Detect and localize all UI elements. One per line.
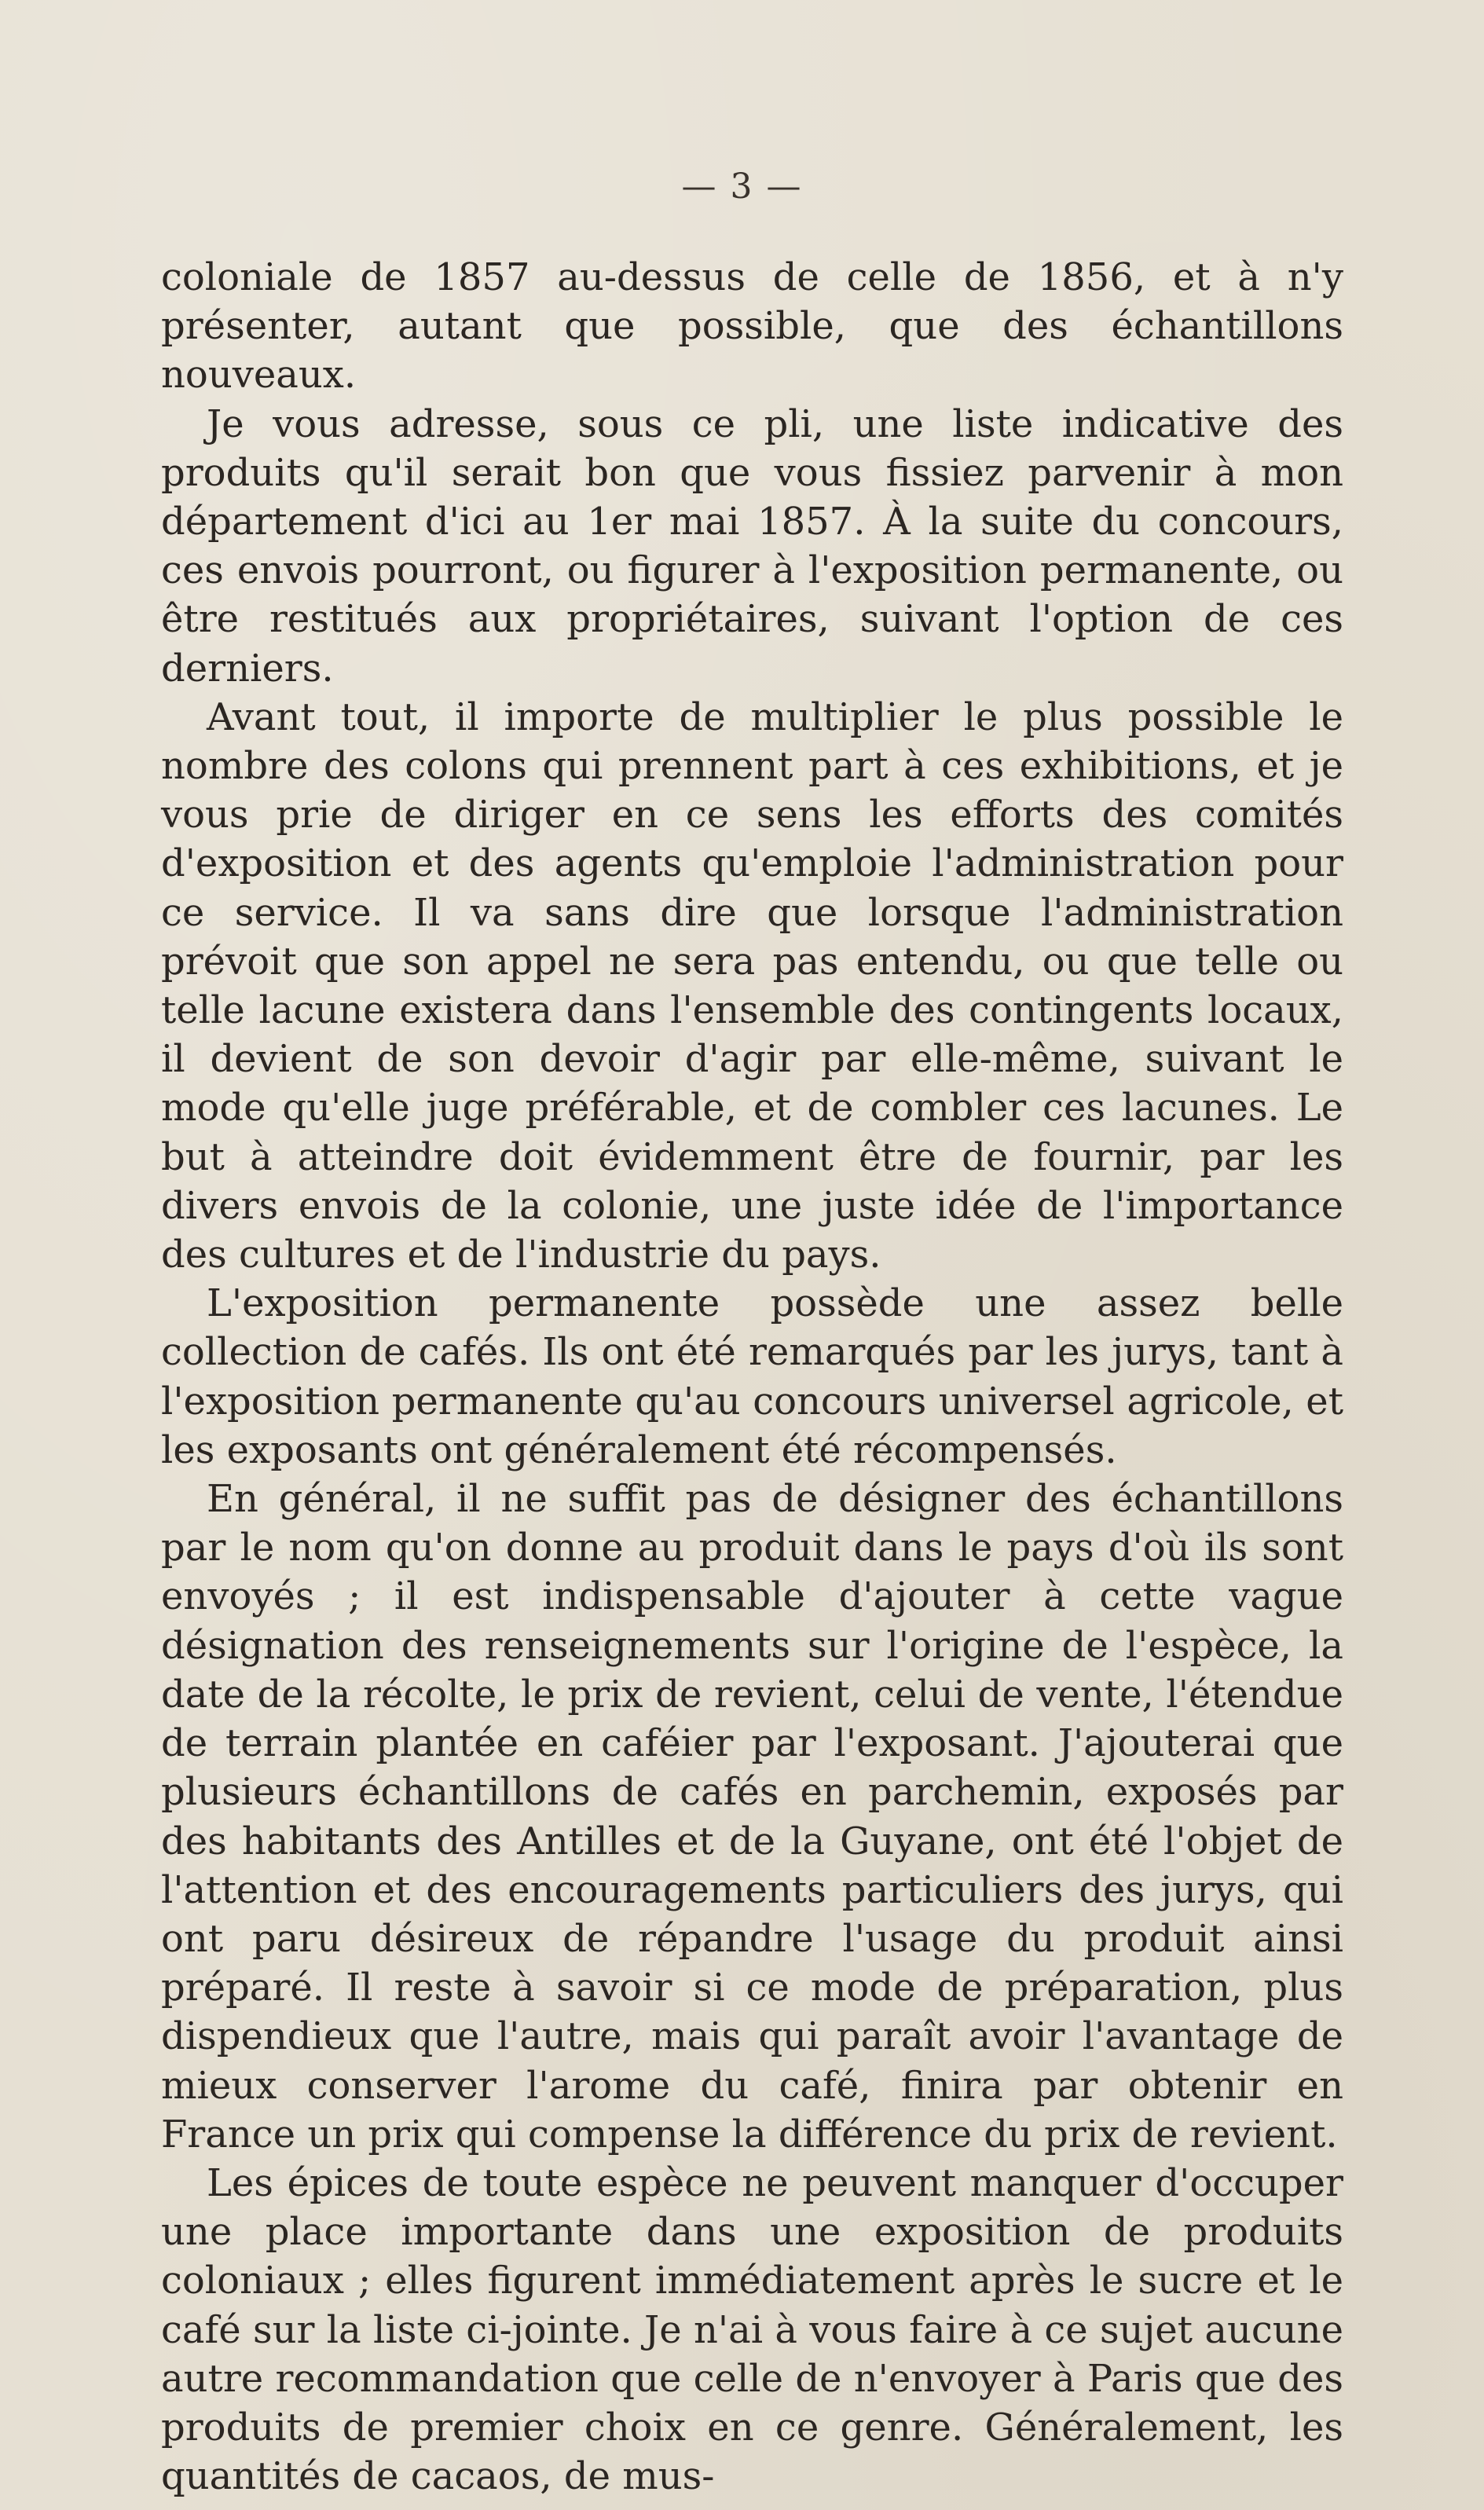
paragraph-epices: Les épices de toute espèce ne peuvent manquer d'occuper une place importante dans une exposition de produits coloniaux ; elles figurent immédiatement après le sucre et le café sur la liste ci-jointe. Je n'ai à vous faire à ce sujet aucune autre recommandation que celle de n'envoyer à Paris que des produits de premier choix en ce genre. Généralement, les quantités de cacaos, de mus- [161,2160,1343,2499]
paragraph-designation-echantillons: En général, il ne suffit pas de désigner des échantillons par le nom qu'on donne au produit dans le pays d'où ils sont envoyés ; il est indispensable d'ajouter à cette vague désignation des renseignements sur l'origine de l'espèce, la date de la récolte, le prix de revient, celui de vente, l'étendue de terrain plantée en caféier par l'exposant. J'ajouterai que plusieurs échantillons de cafés en parchemin, exposés par des habitants des Antilles et de la Guyane, ont été l'objet de l'attention et des encouragements particuliers des jurys, qui ont paru désireux de répandre l'usage du produit ainsi préparé. Il reste à savoir si ce mode de préparation, plus dispendieux que l'autre, mais qui paraît avoir l'avantage de mieux conserver l'arome du café, finira par obtenir en France un prix qui compense la différence du prix de revient. [161,1477,1343,2156]
paragraph-continuation: coloniale de 1857 au-dessus de celle de 1856, et à n'y présenter, autant que possible, que des échantillons nouveaux. [161,255,1343,398]
body-text [161,253,1343,2501]
paragraph-liste-indicative: Je vous adresse, sous ce pli, une liste indicative des produits qu'il serait bon que vous fissiez parvenir à mon département d'ici au 1er mai 1857. À la suite du concours, ces envois pourront, ou figurer à l'exposition permanente, ou être restitués aux propriétaires, suivant l'option de ces derniers. [161,401,1343,691]
paragraph-collection-cafes: L'exposition permanente possède une assez belle collection de cafés. Ils ont été remarqués par les jurys, tant à l'exposition permanente qu'au concours universel agricole, et les exposants ont généralement été récompensés. [161,1281,1343,1472]
page-number: — 3 — [681,167,803,207]
paragraph-multiplier-colons: Avant tout, il importe de multiplier le plus possible le nombre des colons qui prennent part à ces exhibitions, et je vous prie de diriger en ce sens les efforts des comités d'exposition et des agents qu'emploie l'administration pour ce service. Il va sans dire que lorsque l'administration prévoit que son appel ne sera pas entendu, ou que telle ou telle lacune existera dans l'ensemble des contingents locaux, il devient de son devoir d'agir par elle-même, suivant le mode qu'elle juge préférable, et de combler ces lacunes. Le but à atteindre doit évidemment être de fournir, par les divers envois de la colonie, une juste idée de l'importance des cultures et de l'industrie du pays. [161,694,1343,1277]
